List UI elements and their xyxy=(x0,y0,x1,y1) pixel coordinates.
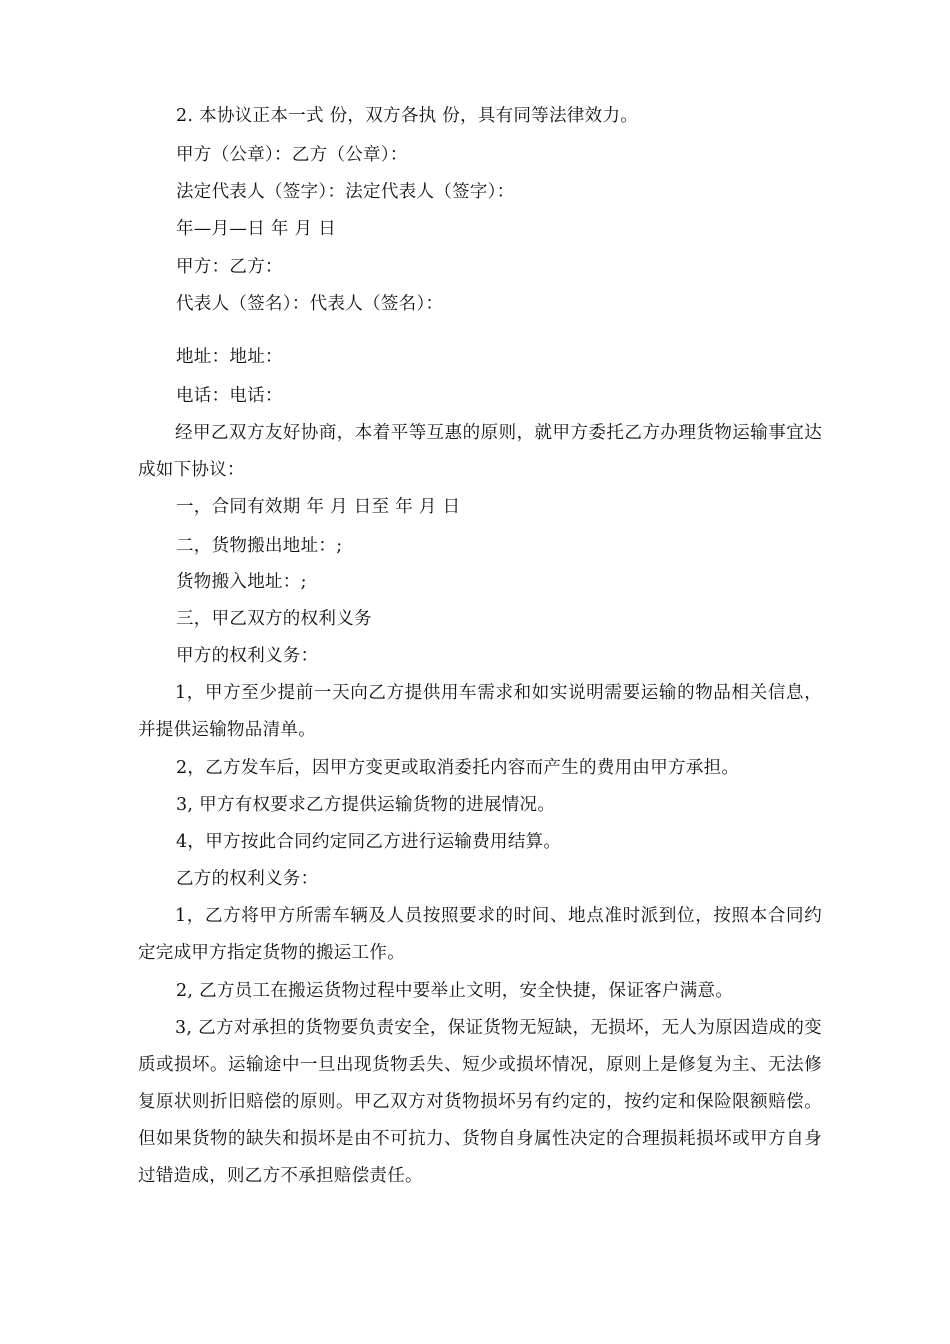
party-b-duty-3: 3, 乙方对承担的货物要负责安全，保证货物无短缺，无损坏，无人为原因造成的变质或损坏。运输途中一旦出现货物丢失、短少或损坏情况，原则上是修复为主、无法修复原状则折旧赔偿的原则。甲乙双方对货物损坏另有约定的，按约定和保险限额赔偿。但如果货物的缺失和损坏是由不可抗力、货物自身属性决定的合理损耗损坏或甲方自身过错造成，则乙方不承担赔偿责任。 xyxy=(138,1018,822,1186)
seal-line: 甲方（公章）：乙方（公章）： xyxy=(176,145,408,165)
party-b-duty-2: 2, 乙方员工在搬运货物过程中要举止文明，安全快捷，保证客户满意。 xyxy=(176,981,734,1001)
party-b-duty-1: 1，乙方将甲方所需车辆及人员按照要求的时间、地点准时派到位，按照本合同约定完成甲方指定货物的搬运工作。 xyxy=(138,906,822,963)
legal-rep-line: 法定代表人（签字）：法定代表人（签字）： xyxy=(176,182,515,202)
party-a-duty-4: 4，甲方按此合同约定同乙方进行运输费用结算。 xyxy=(176,832,562,852)
party-a-duty-2: 2，乙方发车后，因甲方变更或取消委托内容而产生的费用由甲方承担。 xyxy=(176,758,740,778)
party-a-duty-1: 1，甲方至少提前一天向乙方提供用车需求和如实说明需要运输的物品相关信息，并提供运输物品清单。 xyxy=(138,683,822,740)
section-two-pickup-address: 二，货物搬出地址：; xyxy=(176,536,343,556)
party-a-duty-3: 3, 甲方有权要求乙方提供运输货物的进展情况。 xyxy=(176,795,556,815)
party-a-duties-heading: 甲方的权利义务： xyxy=(176,646,319,666)
address-line: 地址：地址： xyxy=(176,347,283,367)
phone-line: 电话：电话： xyxy=(176,386,283,406)
agreement-intro-paragraph: 经甲乙双方友好协商，本着平等互惠的原则，就甲方委托乙方办理货物运输事宜达成如下协议： xyxy=(138,423,822,480)
clause-copies: 2. 本协议正本一式 份，双方各执 份，具有同等法律效力。 xyxy=(176,106,639,126)
delivery-address: 货物搬入地址：; xyxy=(176,572,307,592)
party-b-duties-heading: 乙方的权利义务： xyxy=(176,869,319,889)
date-line: 年—月—日 年 月 日 xyxy=(176,219,336,239)
section-one-validity: 一，合同有效期 年 月 日至 年 月 日 xyxy=(176,497,461,517)
party-line: 甲方：乙方： xyxy=(176,257,283,277)
representative-line: 代表人（签名）：代表人（签名）： xyxy=(176,294,444,314)
section-three-heading: 三，甲乙双方的权利义务 xyxy=(176,609,372,629)
